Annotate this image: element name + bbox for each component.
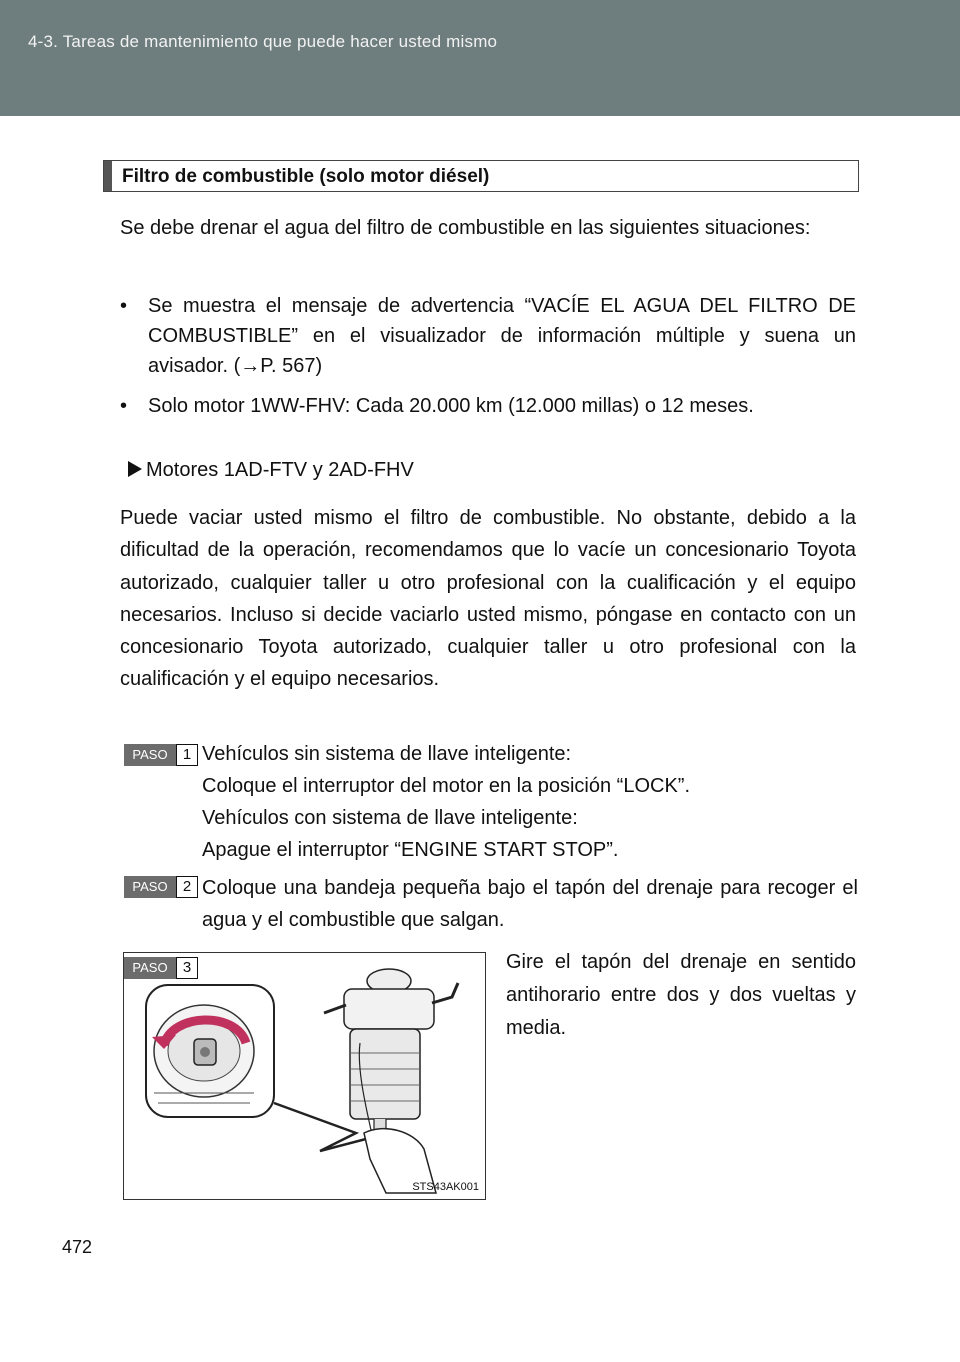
bullet-text: Solo motor 1WW-FHV: Cada 20.000 km (12.000 millas) o 12 meses. [148, 395, 754, 417]
bullet-dot: • [120, 295, 128, 317]
figure-code: STS43AK001 [412, 1181, 479, 1193]
step-number: 1 [176, 744, 198, 766]
step-3-text: Gire el tapón del drenaje en sentido antihorario entre dos y dos vueltas y media. [506, 951, 856, 1039]
step-1-text [202, 738, 858, 866]
bullet-text: Se muestra el mensaje de advertencia “VACÍE EL AGUA DEL FILTRO DE COMBUSTIBLE” en el visualizador de información múltiple y suena un avisador. (→P. 567) [148, 295, 856, 377]
step-2-text: Coloque una bandeja pequeña bajo el tapón del drenaje para recoger el agua y el combustible que salgan. [202, 877, 858, 931]
engine-subheading [128, 459, 414, 482]
filter-drawing [124, 953, 485, 1199]
chapter-title: 4-3. Tareas de mantenimiento que puede hacer usted mismo [28, 32, 498, 51]
step-1-line: Vehículos sin sistema de llave inteligente: [202, 743, 572, 765]
bullet-item-interval [120, 391, 856, 421]
body-paragraph: Puede vaciar usted mismo el filtro de combustible. No obstante, debido a la dificultad de la operación, recomendamos que lo vacíe un concesionario Toyota autorizado, cualquier taller u otro profesional con la cualificación y el equipo necesarios. Incluso si decide vaciarlo usted mismo, póngase en contacto con un concesionario Toyota autorizado, cualquier taller u otro profesional con la cualificación y el equipo necesarios. [120, 507, 856, 691]
bullet-dot: • [120, 395, 128, 417]
section-heading-accent [104, 161, 112, 191]
section-heading [103, 160, 859, 192]
intro-paragraph: Se debe drenar el agua del filtro de combustible en las siguientes situaciones: [120, 217, 811, 239]
step-1-line: Coloque el interruptor del motor en la posición “LOCK”. [202, 775, 691, 797]
step-label: PASO [124, 744, 176, 766]
step-number: 2 [176, 876, 198, 898]
step-1-line: Vehículos con sistema de llave inteligente: [202, 807, 578, 829]
page-header [0, 0, 960, 116]
step-3-badge [124, 957, 196, 979]
step-number: 3 [176, 957, 198, 979]
page-number: 472 [62, 1237, 93, 1257]
step-2-badge [124, 876, 196, 898]
bullet-item-warning [120, 291, 856, 381]
step-label: PASO [124, 957, 176, 979]
step-label: PASO [124, 876, 176, 898]
section-title: Filtro de combustible (solo motor diésel) [122, 166, 490, 187]
engine-subheading-text: Motores 1AD-FTV y 2AD-FHV [146, 459, 414, 481]
step-1-line: Apague el interruptor “ENGINE START STOP”. [202, 839, 619, 861]
triangle-pointer-icon [128, 461, 142, 477]
step-1-badge [124, 744, 196, 766]
drain-plug-illustration [123, 952, 486, 1200]
